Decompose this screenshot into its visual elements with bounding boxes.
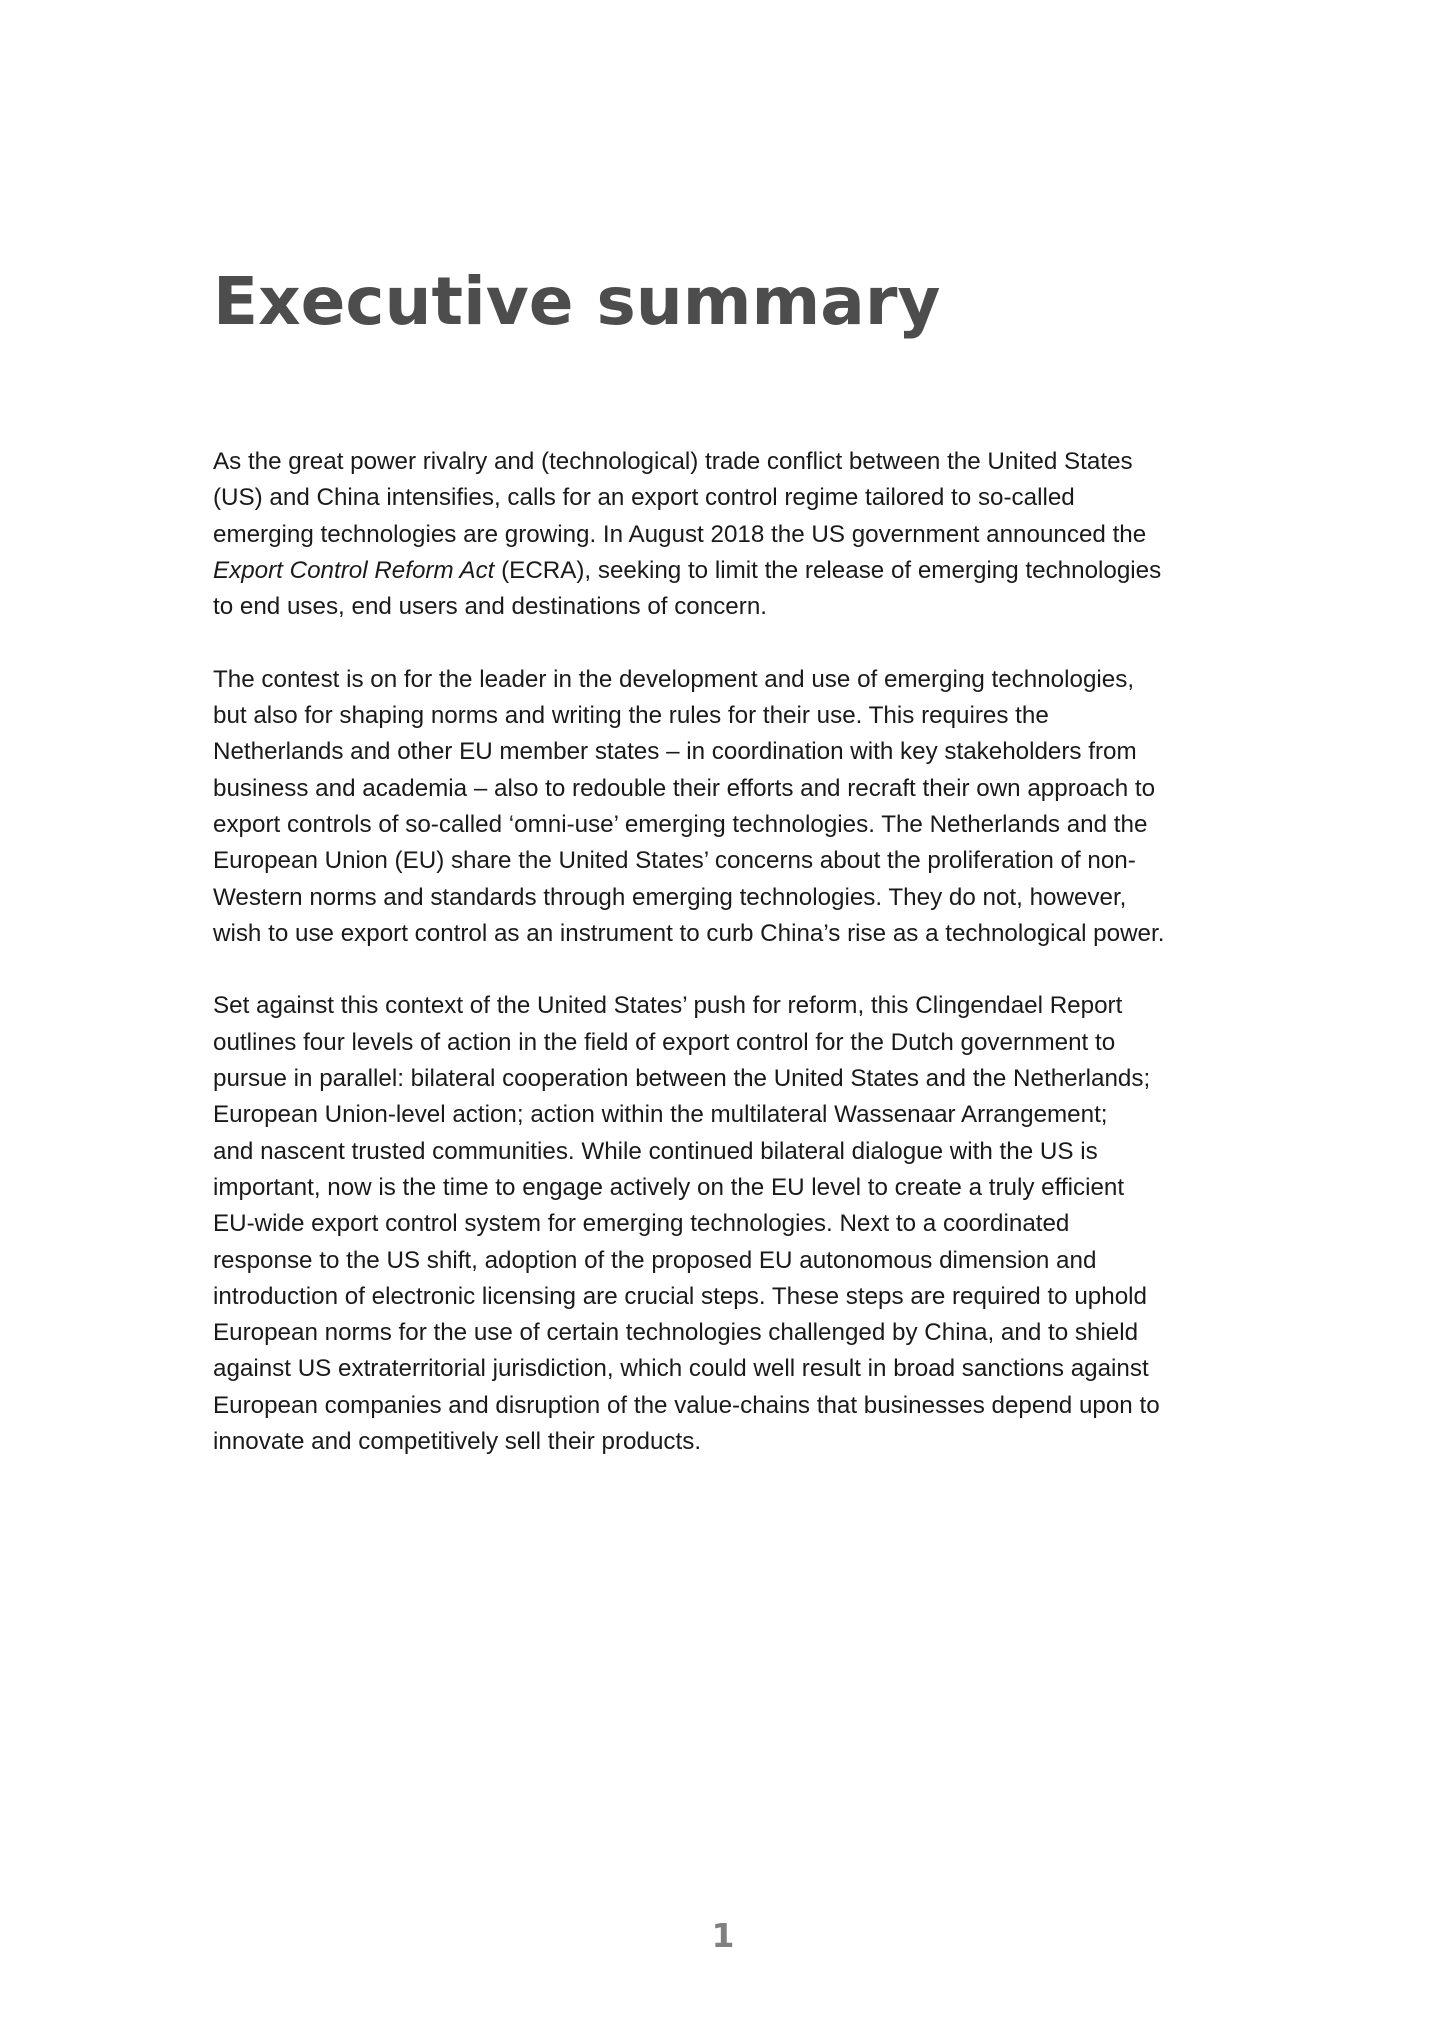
- page-title: Executive summary: [213, 263, 941, 340]
- text-line: Western norms and standards through emerging technologies. They do not, however,: [213, 883, 1127, 911]
- text-line: export controls of so-called ‘omni-use’ emerging technologies. The Netherlands and the: [213, 810, 1148, 838]
- text-line: introduction of electronic licensing are crucial steps. These steps are required to uphold: [213, 1282, 1147, 1310]
- text-line: emerging technologies are growing. In August 2018 the US government announced the: [213, 520, 1147, 548]
- text-line-with-emphasis: [213, 553, 1243, 589]
- text-line: The contest is on for the leader in the development and use of emerging technologies,: [213, 665, 1135, 693]
- text-line: important, now is the time to engage actively on the EU level to create a truly efficient: [213, 1173, 1125, 1201]
- text-line: pursue in parallel: bilateral cooperation between the United States and the Netherlands;: [213, 1065, 1151, 1093]
- text-line: against US extraterritorial jurisdiction, which could well result in broad sanctions against: [213, 1355, 1149, 1383]
- text-line: European Union (EU) share the United States’ concerns about the proliferation of non-: [213, 847, 1136, 875]
- text-line: Netherlands and other EU member states – in coordination with key stakeholders from: [213, 738, 1137, 766]
- text-line: European companies and disruption of the value-chains that businesses depend upon to: [213, 1391, 1160, 1419]
- text-line: outlines four levels of action in the field of export control for the Dutch government to: [213, 1028, 1116, 1056]
- text-line: and nascent trusted communities. While continued bilateral dialogue with the US is: [213, 1137, 1098, 1165]
- act-name-emphasis: Export Control Reform Act: [213, 556, 495, 584]
- page-number: 1: [711, 1916, 735, 1955]
- paragraph-3: [213, 988, 1243, 1460]
- paragraph-1: [213, 444, 1243, 625]
- text-line: As the great power rivalry and (technological) trade conflict between the United States: [213, 448, 1133, 475]
- text-line: to end uses, end users and destinations of concern.: [213, 593, 767, 621]
- text-line: but also for shaping norms and writing the rules for their use. This requires the: [213, 702, 1049, 730]
- paragraph-2: [213, 662, 1243, 952]
- text-line: (US) and China intensifies, calls for an export control regime tailored to so-called: [213, 484, 1075, 512]
- text-line-rest: (ECRA), seeking to limit the release of emerging technologies: [501, 556, 1162, 584]
- body-text: [213, 444, 1243, 1497]
- text-line: European norms for the use of certain technologies challenged by China, and to shield: [213, 1319, 1139, 1347]
- text-line: innovate and competitively sell their products.: [213, 1428, 702, 1456]
- text-line: EU-wide export control system for emerging technologies. Next to a coordinated: [213, 1210, 1070, 1238]
- text-line: response to the US shift, adoption of the proposed EU autonomous dimension and: [213, 1246, 1097, 1274]
- text-line: wish to use export control as an instrument to curb China’s rise as a technological power.: [213, 919, 1165, 947]
- text-line: Set against this context of the United States’ push for reform, this Clingendael Report: [213, 992, 1123, 1020]
- text-line: business and academia – also to redouble their efforts and recraft their own approach to: [213, 774, 1156, 802]
- text-line: European Union-level action; action within the multilateral Wassenaar Arrangement;: [213, 1101, 1108, 1129]
